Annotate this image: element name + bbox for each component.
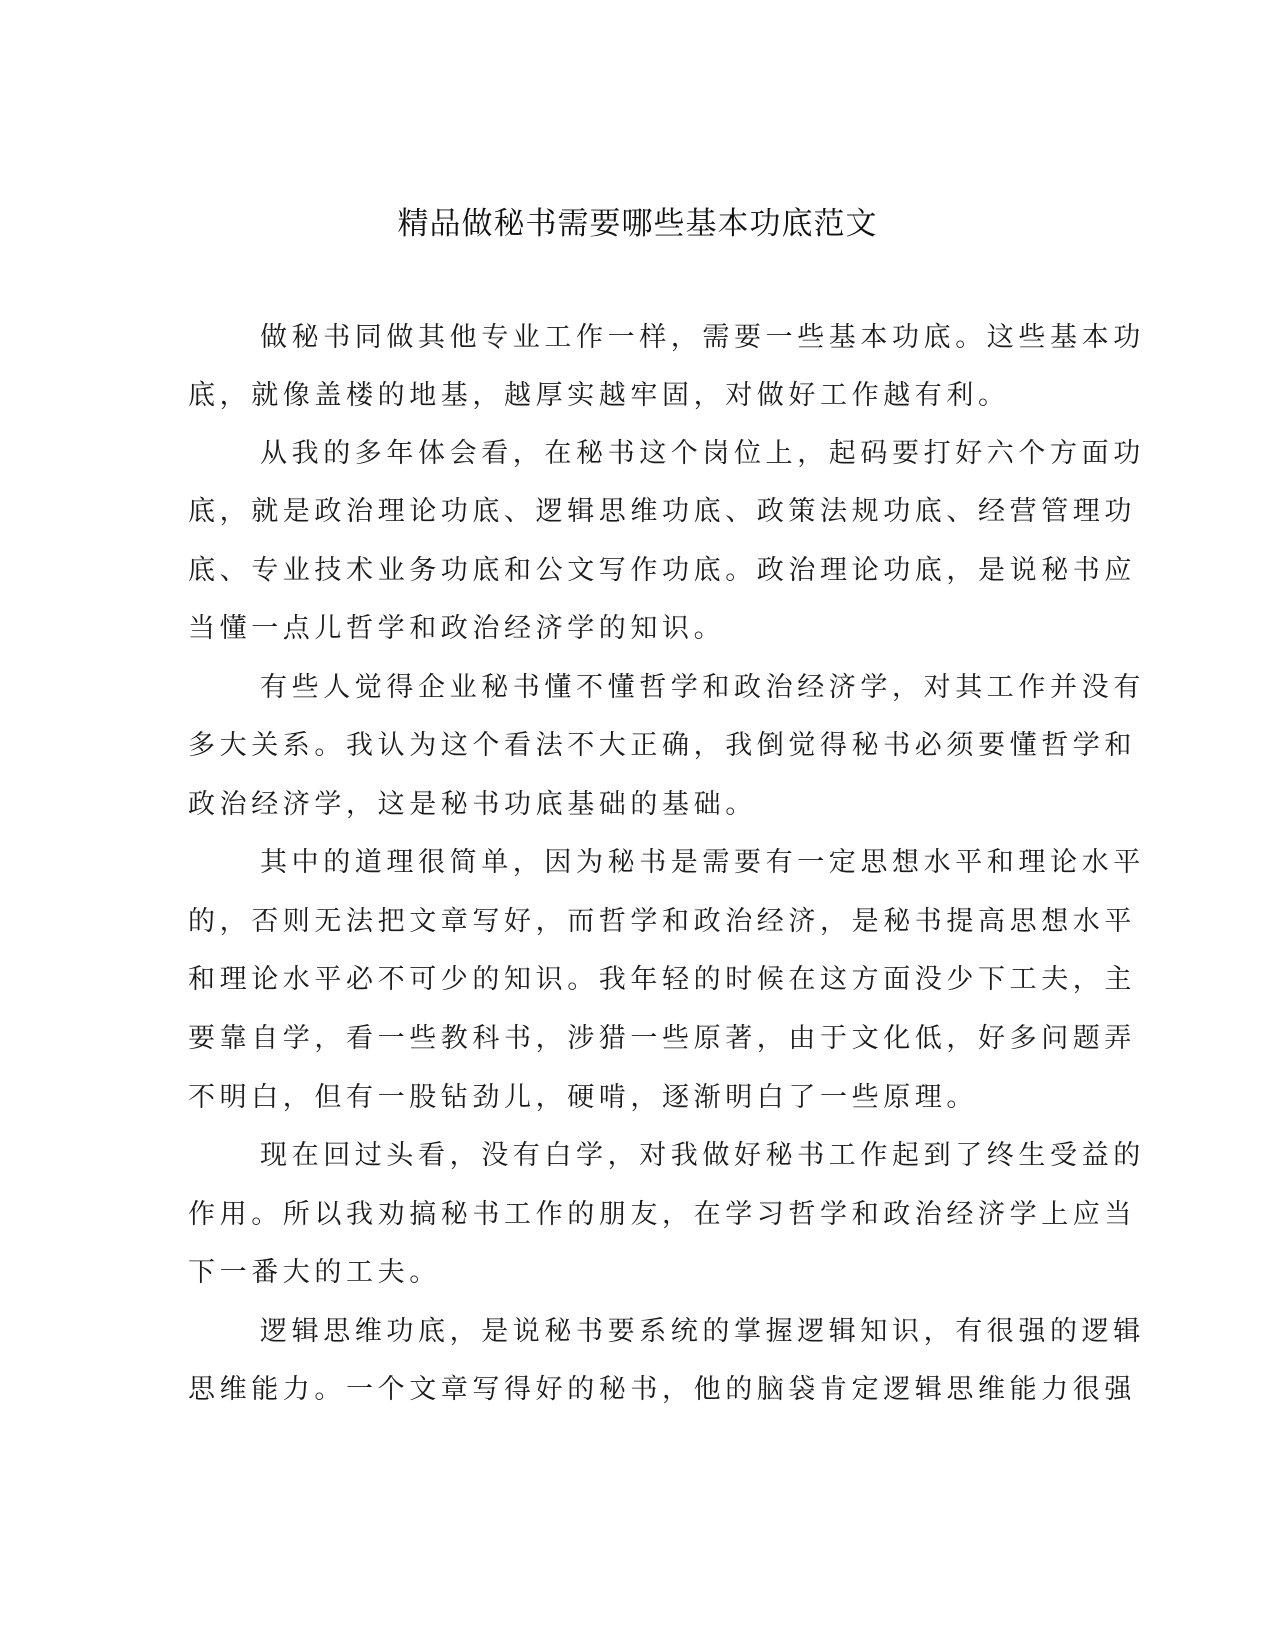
- body-line: 思维能力。一个文章写得好的秘书，他的脑袋肯定逻辑思维能力很强: [188, 1374, 1136, 1405]
- body-line: 多大关系。我认为这个看法不大正确，我倒觉得秘书必须要懂哲学和: [188, 730, 1136, 761]
- body-line: 从我的多年体会看，在秘书这个岗位上，起码要打好六个方面功: [260, 438, 1145, 469]
- body-line: 底，就是政治理论功底、逻辑思维功底、政策法规功底、经营管理功: [188, 496, 1136, 527]
- body-line: 当懂一点儿哲学和政治经济学的知识。: [188, 613, 726, 644]
- body-line: 和理论水平必不可少的知识。我年轻的时候在这方面没少下工夫，主: [188, 964, 1136, 995]
- body-line: 要靠自学，看一些教科书，涉猎一些原著，由于文化低，好多问题弄: [188, 1023, 1136, 1054]
- body-line: 下一番大的工夫。: [188, 1257, 441, 1288]
- body-line: 逻辑思维功底，是说秘书要系统的掌握逻辑知识，有很强的逻辑: [260, 1316, 1145, 1347]
- body-line: 做秘书同做其他专业工作一样，需要一些基本功底。这些基本功: [260, 322, 1145, 353]
- body-line: 底、专业技术业务功底和公文写作功底。政治理论功底，是说秘书应: [188, 555, 1136, 586]
- body-line: 的，否则无法把文章写好，而哲学和政治经济，是秘书提高思想水平: [188, 906, 1136, 937]
- body-line: 底，就像盖楼的地基，越厚实越牢固，对做好工作越有利。: [188, 380, 1010, 411]
- body-line: 政治经济学，这是秘书功底基础的基础。: [188, 789, 757, 820]
- document-title: 精品做秘书需要哪些基本功底范文: [397, 206, 878, 242]
- body-line: 其中的道理很简单，因为秘书是需要有一定思想水平和理论水平: [260, 847, 1145, 878]
- body-line: 有些人觉得企业秘书懂不懂哲学和政治经济学，对其工作并没有: [260, 672, 1145, 703]
- body-line: 作用。所以我劝搞秘书工作的朋友，在学习哲学和政治经济学上应当: [188, 1199, 1136, 1230]
- body-line: 不明白，但有一股钻劲儿，硬啃，逐渐明白了一些原理。: [188, 1082, 978, 1113]
- body-line: 现在回过头看，没有白学，对我做好秘书工作起到了终生受益的: [260, 1140, 1145, 1171]
